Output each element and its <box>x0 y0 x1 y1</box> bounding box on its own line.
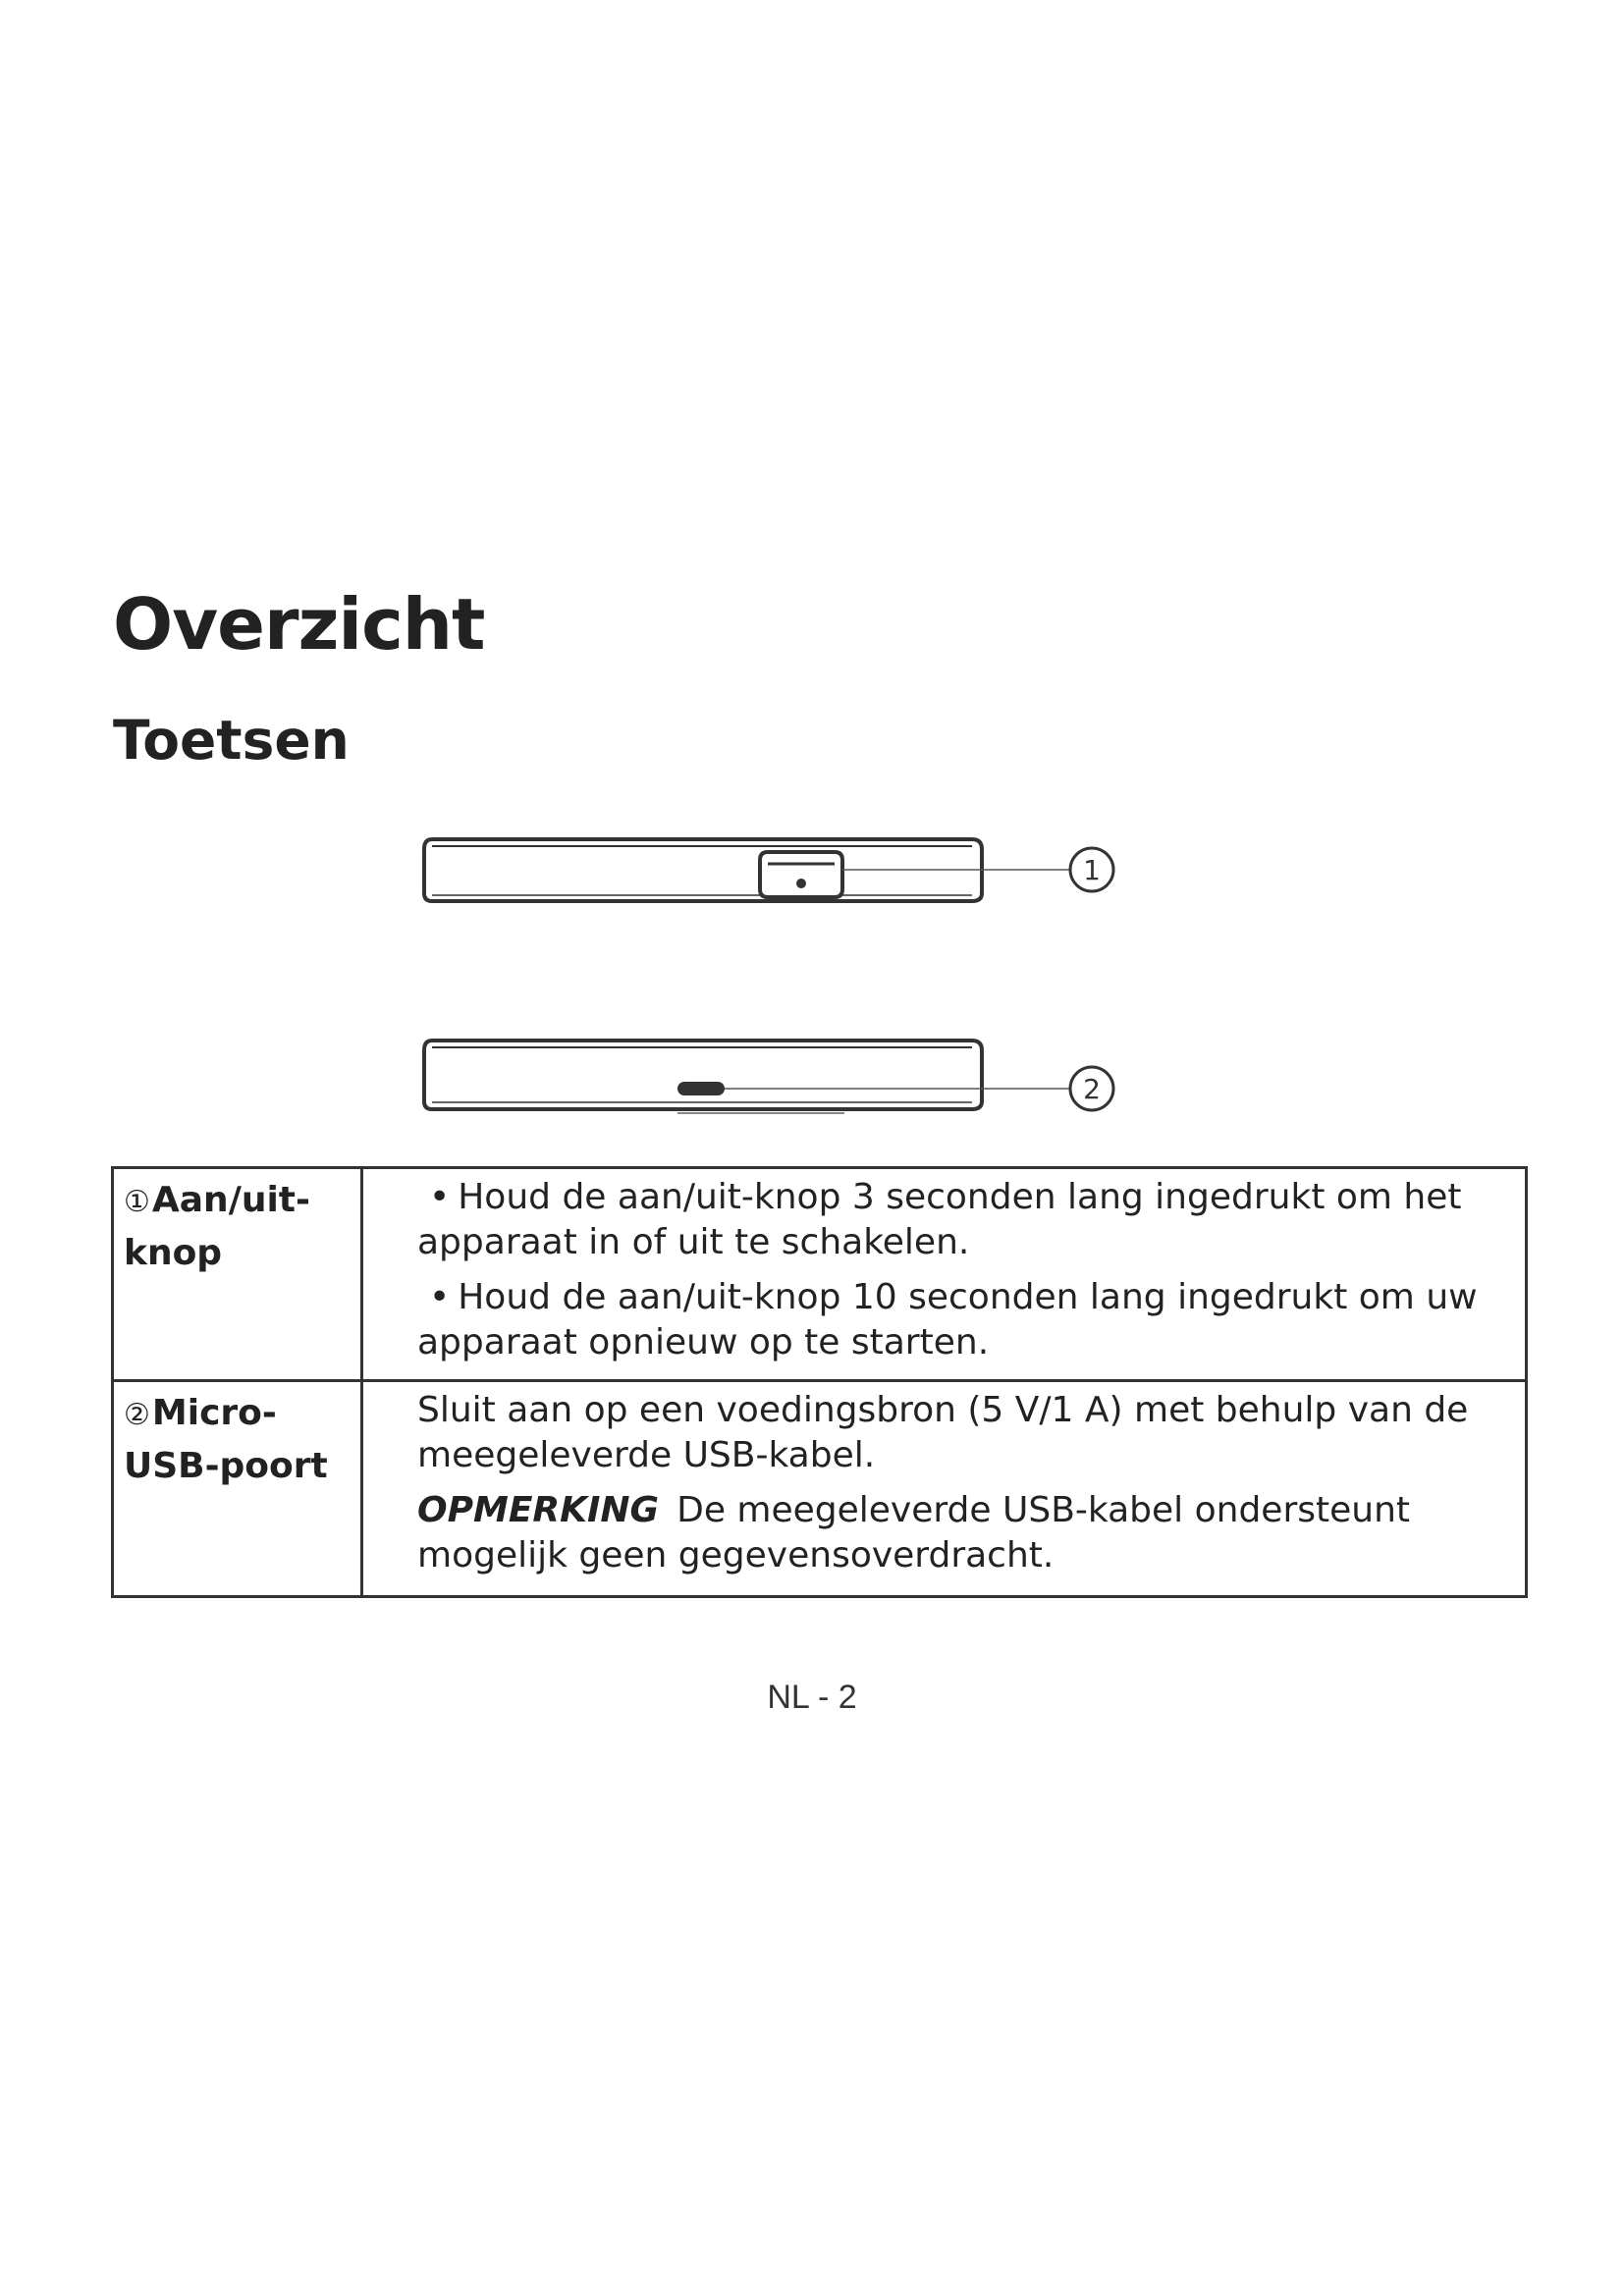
description-note <box>417 1488 1505 1578</box>
key-name-cell <box>113 1168 362 1381</box>
key-label-text: Micro-USB-poort <box>124 1393 328 1486</box>
key-label-power <box>114 1169 360 1379</box>
note-label: OPMERKING <box>417 1490 660 1530</box>
key-label-micro-usb <box>114 1382 360 1595</box>
device-diagram <box>393 805 1178 1139</box>
bullet-icon: • <box>429 1177 451 1217</box>
marker-1: ① <box>124 1185 150 1219</box>
marker-2: ② <box>124 1398 150 1432</box>
callout-1-label: 1 <box>1083 854 1101 886</box>
page-title: Overzicht <box>113 583 485 666</box>
description-bullet: • Houd de aan/uit-knop 3 seconden lang ingedrukt om het apparaat in of uit te schakelen. <box>417 1177 1462 1262</box>
callout-2-label: 2 <box>1083 1073 1101 1105</box>
note-text: De meegeleverde USB-kabel ondersteunt mogelijk geen gegevensoverdracht. <box>417 1490 1411 1575</box>
key-description-cell <box>362 1381 1527 1597</box>
device-top-view <box>424 839 1113 901</box>
description-bullet: • Houd de aan/uit-knop 10 seconden lang ingedrukt om uw apparaat opnieuw op te starten. <box>417 1277 1478 1362</box>
description-text: Sluit aan op een voedingsbron (5 V/1 A) met behulp van de meegeleverde USB-kabel. <box>417 1390 1469 1475</box>
device-bottom-view <box>424 1041 1113 1113</box>
key-name-cell <box>113 1381 362 1597</box>
table-row <box>113 1381 1527 1597</box>
section-title: Toetsen <box>113 709 350 772</box>
page-number: NL - 2 <box>767 1679 857 1716</box>
bullet-icon: • <box>429 1277 451 1317</box>
micro-usb-port-icon <box>677 1082 725 1095</box>
callout-1-icon <box>1070 848 1113 891</box>
key-label-text: Aan/uit-knop <box>124 1180 310 1273</box>
callout-2-icon <box>1070 1067 1113 1110</box>
key-description-cell <box>362 1168 1527 1381</box>
table-row <box>113 1168 1527 1381</box>
keys-table <box>111 1166 1528 1598</box>
power-button-icon <box>760 852 842 897</box>
